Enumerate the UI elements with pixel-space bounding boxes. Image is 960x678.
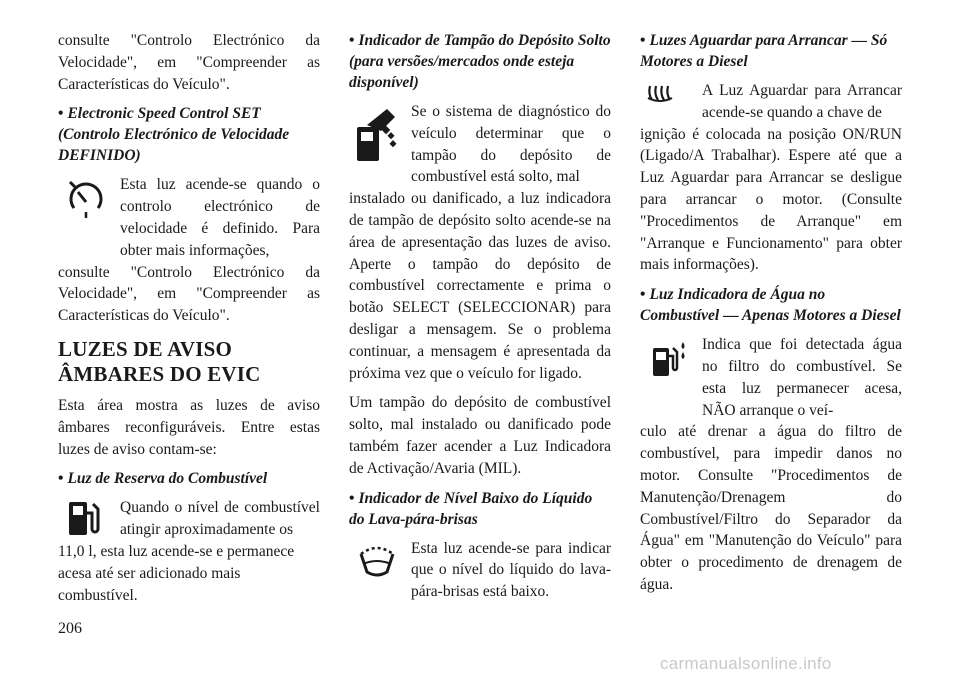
speed-control-rest: consulte "Controlo Electrónico da Velocidade", em "Compreender as Características do Veículo".: [58, 263, 320, 325]
wait-to-start-block: [640, 80, 902, 124]
speed-control-heading: • Electronic Speed Control SET (Controlo Electrónico de Velocidade DEFINIDO): [58, 105, 290, 165]
page-number: 206: [58, 620, 82, 637]
water-in-fuel-block: [640, 334, 902, 421]
watermark: carmanualsonline.info: [660, 654, 832, 673]
washer-fluid-icon: [355, 540, 399, 580]
speedometer-icon: [66, 178, 106, 222]
fuel-pump-icon: [66, 499, 100, 539]
loose-cap-heading: • Indicador de Tampão do Depósito Solto (para versões/mercados onde esteja disponível): [349, 32, 611, 91]
washer-fluid-block: [349, 538, 611, 603]
washer-fluid-heading: • Indicador de Nível Baixo do Líquido do Lava-pára-brisas: [349, 489, 593, 528]
loose-cap-paragraph-2: Um tampão do depósito de combustível solto, mal instalado ou danificado pode também fazer acender a Luz Indicadora de Activação/Avaria (MIL).: [349, 394, 611, 477]
speed-control-text: Esta luz acende-se quando o controlo electrónico de velocidade é definido. Para obter mais informações,: [120, 176, 320, 259]
water-in-fuel-rest: culo até drenar a água do filtro de combustível, para impedir danos no motor. Consulte "Procedimentos de Manutenção/Drenagem do Combustível/Filtro do Separador da Água" em "Manutenção do Veículo" para obter o procedimento de drenagem de água.: [640, 423, 902, 593]
fuel-cap-icon: [353, 105, 403, 165]
washer-fluid-text: Esta luz acende-se para indicar que o nível do líquido do lava-pára-brisas está baixo.: [411, 539, 611, 601]
loose-cap-text: Se o sistema de diagnóstico do veículo determinar que o tampão do depósito de combustível está solto, mal: [411, 103, 611, 186]
water-in-fuel-heading: • Luz Indicadora de Água no Combustível — Apenas Motores a Diesel: [640, 286, 901, 325]
intro-paragraph: consulte "Controlo Electrónico da Velocidade", em "Compreender as Características do Veículo".: [58, 32, 320, 93]
column-left: [58, 30, 320, 614]
loose-cap-rest: instalado ou danificado, a luz indicadora de tampão de depósito solto acende-se na área de apresentação das luzes de aviso. Aperte o tampão do depósito de combustível correctamente e prima o botão SELECT (SELECCIONAR) para desligar a mensagem. Se o problema continuar, a mensagem é apresentada da próxima vez que o veículo for ligado.: [349, 190, 611, 382]
fuel-reserve-rest: 11,0 l, esta luz acende-se e permanece acesa até ser adicionado mais combustível.: [58, 542, 295, 604]
water-in-fuel-icon: [650, 340, 690, 382]
wait-to-start-text: A Luz Aguardar para Arrancar acende-se quando a chave de: [702, 82, 902, 121]
glow-plug-icon: [644, 82, 684, 104]
water-in-fuel-text: Indica que foi detectada água no filtro do combustível. Se esta luz permanecer acesa, NÃO arranque o veí-: [702, 336, 902, 419]
wait-to-start-rest: ignição é colocada na posição ON/RUN (Ligado/A Trabalhar). Espere até que a Luz Aguardar para Arrancar se desligue para arrancar o motor. (Consulte "Procedimentos de Arranque" em "Arranque e Funcionamento" para obter mais informações).: [640, 125, 902, 274]
loose-cap-block: [349, 101, 611, 188]
column-middle: [349, 30, 611, 611]
speed-control-block: [58, 174, 320, 261]
fuel-reserve-heading: • Luz de Reserva do Combustível: [58, 470, 268, 488]
section-title: LUZES DE AVISO ÂMBARES DO EVIC: [58, 336, 261, 386]
fuel-reserve-text: Quando o nível de combustível atingir aproximadamente os: [120, 499, 320, 539]
fuel-reserve-block: [58, 497, 320, 541]
wait-to-start-heading: • Luzes Aguardar para Arrancar — Só Motores a Diesel: [640, 32, 888, 70]
section-intro: Esta área mostra as luzes de aviso âmbares reconfiguráveis. Entre estas luzes de aviso contam-se:: [58, 396, 320, 458]
column-right: [640, 30, 902, 604]
